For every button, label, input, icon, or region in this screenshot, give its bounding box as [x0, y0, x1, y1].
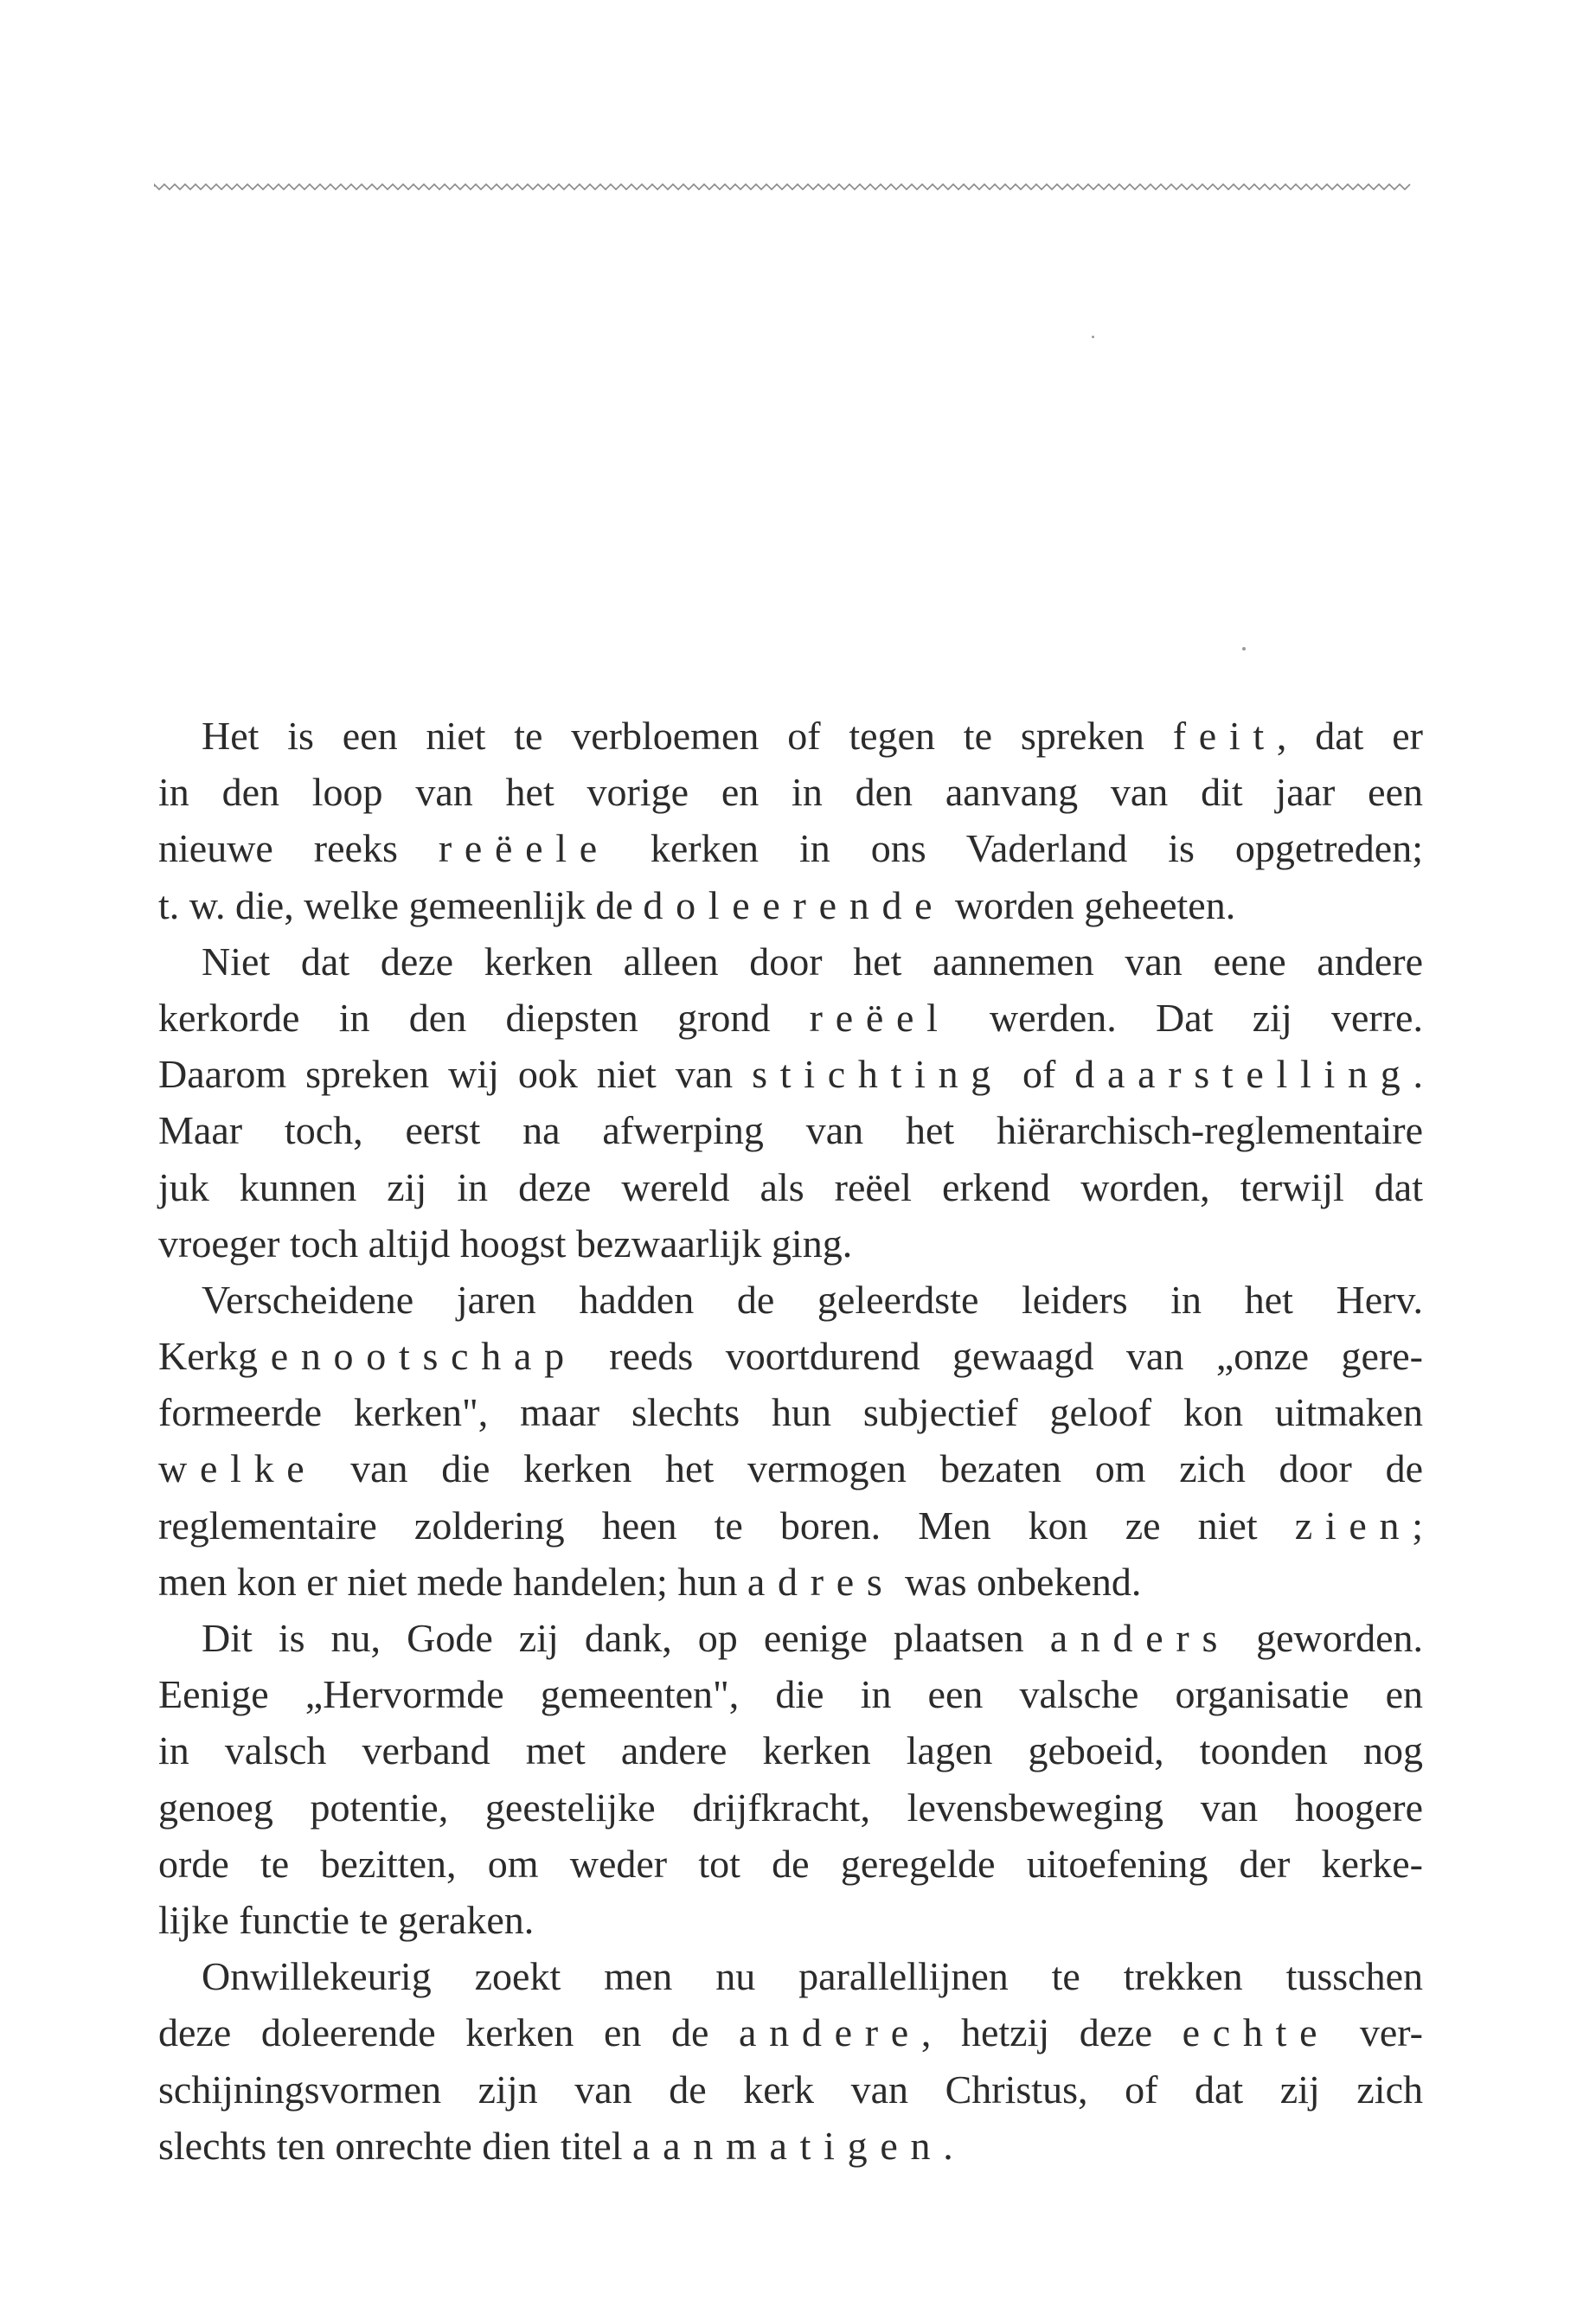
text-segment: , dat er [1276, 714, 1423, 758]
spaced-emphasis: adres [747, 1559, 895, 1604]
body-text [158, 708, 1423, 2174]
spaced-emphasis: zien [1294, 1503, 1413, 1548]
text-line [158, 1948, 1423, 2004]
text-segment: orde te bezitten, om weder tot de geregelde uitoefening der kerke- [158, 1841, 1423, 1886]
spaced-emphasis: genootschap [237, 1334, 577, 1379]
text-segment: was onbekend. [894, 1559, 1142, 1604]
text-line [158, 820, 1423, 876]
text-segment: Het is een niet te verbloemen of tegen te spreken [202, 714, 1173, 758]
text-segment: t. w. die, welke gemeenlijk de [158, 882, 644, 927]
text-line [158, 1440, 1423, 1497]
text-segment: kerkorde in den diepsten grond [158, 995, 810, 1040]
text-line [158, 877, 1423, 933]
text-segment: Dit is nu, Gode zij dank, op eenige plaatsen [202, 1616, 1050, 1660]
text-segment: ; [1412, 1503, 1423, 1548]
text-segment: kerken in ons Vaderland is opgetreden; [609, 826, 1423, 871]
text-segment: van die kerken het vermogen bezaten om zich door de [317, 1446, 1423, 1491]
spaced-emphasis: welke [158, 1446, 317, 1491]
text-line [158, 1610, 1423, 1666]
text-line [158, 1779, 1423, 1836]
text-line [158, 2061, 1423, 2118]
text-line [158, 1328, 1423, 1384]
ink-speck [1242, 647, 1246, 651]
text-segment: of [1003, 1052, 1075, 1097]
text-segment: Maar toch, eerst na afwerping van het hiërarchisch-reglementaire [158, 1108, 1423, 1153]
text-segment: schijningsvormen zijn van de kerk van Christus, of dat zij zich [158, 2067, 1423, 2112]
text-segment: nieuwe reeks [158, 826, 439, 871]
text-line [158, 1384, 1423, 1440]
ink-speck [1092, 336, 1094, 338]
text-line [158, 708, 1423, 764]
text-line [158, 1836, 1423, 1892]
text-segment: reeds voortdurend gewaagd van „onze gere- [576, 1334, 1423, 1379]
text-segment: juk kunnen zij in deze wereld als reëel erkend worden, terwijl dat [158, 1164, 1423, 1209]
text-segment: deze doleerende kerken en de [158, 2010, 739, 2055]
text-line [158, 764, 1423, 820]
text-line [158, 1102, 1423, 1158]
text-line [158, 1892, 1423, 1948]
text-segment: ver- [1330, 2010, 1423, 2055]
text-line [158, 1272, 1423, 1328]
text-line [158, 1554, 1423, 1610]
text-segment: Niet dat deze kerken alleen door het aannemen van eene andere [202, 939, 1423, 984]
text-segment: . [1413, 1052, 1423, 1097]
spaced-emphasis: aanmatigen [631, 2123, 944, 2168]
spaced-emphasis: feit [1172, 714, 1277, 758]
text-segment: Daarom spreken wij ook niet van [158, 1052, 753, 1097]
spaced-emphasis: doleerende [643, 882, 945, 927]
text-segment: formeerde kerken", maar slechts hun subjectief geloof kon uitmaken [158, 1390, 1423, 1435]
spaced-emphasis: daarstelling [1074, 1052, 1413, 1097]
spaced-emphasis: reëele [438, 826, 610, 871]
spaced-emphasis: reëel [809, 995, 951, 1040]
text-segment: Eenige „Hervormde gemeenten", die in een valsche organisatie en [158, 1672, 1423, 1717]
text-line [158, 1666, 1423, 1722]
text-line [158, 1046, 1423, 1102]
text-line [158, 1215, 1423, 1272]
wavy-rule-line [154, 184, 1410, 189]
spaced-emphasis: stichting [752, 1052, 1004, 1097]
spaced-emphasis: andere [739, 2010, 921, 2055]
text-segment: men kon er niet mede handelen; hun [158, 1559, 747, 1604]
text-segment: , hetzij deze [920, 2010, 1183, 2055]
text-segment: . [943, 2123, 953, 2168]
text-segment: in den loop van het vorige en in den aanvang van dit jaar een [158, 770, 1423, 815]
text-segment: in valsch verband met andere kerken lagen geboeid, toonden nog [158, 1728, 1423, 1773]
text-line [158, 1497, 1423, 1554]
text-segment: lijke functie te geraken. [158, 1897, 535, 1942]
text-segment: Verscheidene jaren hadden de geleerdste leiders in het Herv. [202, 1277, 1423, 1322]
text-segment: Kerk [158, 1334, 238, 1379]
text-line [158, 2118, 1423, 2174]
text-segment: slechts ten onrechte dien titel [158, 2123, 632, 2168]
text-line [158, 990, 1423, 1046]
text-line [158, 1722, 1423, 1779]
wavy-rule-ornament [154, 180, 1413, 194]
text-segment: worden geheeten. [945, 882, 1236, 927]
text-segment: geworden. [1230, 1616, 1423, 1660]
spaced-emphasis: echte [1182, 2010, 1330, 2055]
spaced-emphasis: anders [1049, 1616, 1231, 1660]
text-segment: Onwillekeurig zoekt men nu parallellijnen te trekken tusschen [202, 1954, 1423, 1999]
text-segment: werden. Dat zij verre. [950, 995, 1423, 1040]
text-segment: genoeg potentie, geestelijke drijfkracht, levensbeweging van hoogere [158, 1785, 1423, 1830]
text-line [158, 933, 1423, 990]
text-line [158, 2004, 1423, 2061]
text-segment: reglementaire zoldering heen te boren. Men kon ze niet [158, 1503, 1295, 1548]
text-line [158, 1159, 1423, 1215]
text-segment: vroeger toch altijd hoogst bezwaarlijk ging. [158, 1221, 853, 1266]
